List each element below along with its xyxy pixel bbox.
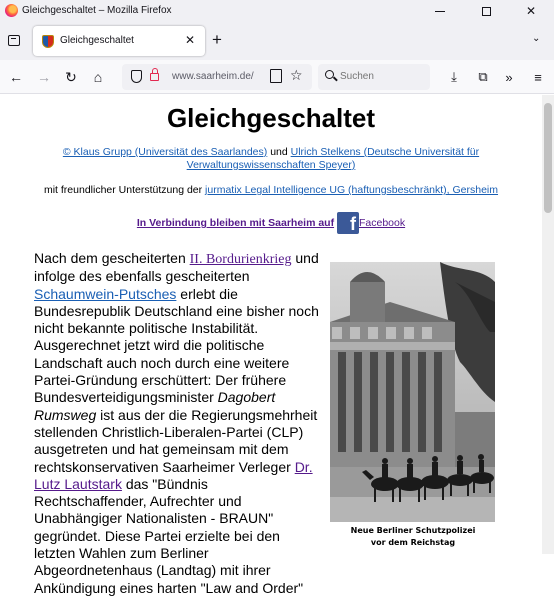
support-prefix: mit freundlicher Unterstützung der [43, 184, 206, 196]
search-icon [325, 70, 334, 79]
lautstark-link[interactable]: Dr. Lutz Lautstark [34, 458, 313, 492]
window-title: Gleichgeschaltet – Mozilla Firefox [22, 5, 172, 16]
chevron-down-icon[interactable]: ⌄ [532, 33, 541, 44]
schaumwein-putsch-link[interactable]: Schaumwein-Putsches [34, 285, 177, 302]
connect-text-link[interactable]: In Verbindung bleiben mit Saarheim auf [136, 216, 335, 229]
vertical-scrollbar[interactable] [542, 95, 554, 554]
authors-and: und [267, 146, 291, 158]
author-link-stelkens[interactable]: Ulrich Stelkens (Deutsche Universität für Verwaltungswissenschaften Speyer) [186, 146, 480, 171]
photo-caption [326, 525, 500, 549]
body-text-4: ist aus der die Regierungsmehrheit stellenden Christlich-Liberalen-Partei (CLP) ausgetreten und hat gemeinsam mit dem rechtskonservativen Saarheimer Verleger [34, 406, 318, 475]
bordurienkrieg-link[interactable]: II. Bordurienkrieg [189, 252, 292, 267]
tab-title: Gleichgeschaltet [60, 35, 134, 46]
article-body [34, 250, 324, 597]
reichstag-photo [330, 262, 495, 522]
new-tab-button[interactable]: + [212, 30, 222, 49]
navigation-toolbar [0, 60, 554, 94]
bookmark-star-icon[interactable]: ☆ [290, 67, 303, 83]
support-line [0, 184, 542, 196]
body-text-3: erlebt die Bundesrepublik Deutschland eine bisher noch nicht bekannte politische Instabilität. Ausgerechnet jetzt wird die politische Landschaft auch noch durch eine weitere Partei-Gründung erschüttert: Der frühere Bundesverteidigungsminister [34, 285, 319, 406]
firefox-logo-icon [5, 4, 18, 17]
forward-button[interactable]: → [37, 69, 51, 85]
list-all-tabs-button[interactable] [4, 30, 24, 50]
maximize-button[interactable] [463, 0, 509, 22]
search-bar[interactable] [318, 64, 430, 90]
maximize-icon [482, 7, 491, 16]
insecure-lock-icon[interactable] [150, 73, 159, 81]
scrollbar-thumb[interactable] [544, 103, 552, 213]
home-button[interactable]: ⌂ [93, 69, 103, 85]
rumsweg-name: Dagobert Rumsweg [34, 389, 276, 423]
tracking-protection-shield-icon[interactable] [131, 70, 142, 83]
app-menu-button[interactable]: ≡ [534, 69, 542, 85]
tab-strip [0, 22, 554, 60]
window-titlebar [0, 0, 554, 22]
facebook-connect [0, 212, 542, 234]
url-bar[interactable] [122, 64, 312, 90]
minimize-button[interactable] [417, 0, 463, 22]
authors-line [30, 146, 512, 172]
reichstag-photo-illustration [330, 262, 495, 522]
caption-line-2: vor dem Reichstag [370, 538, 456, 547]
close-window-button[interactable]: ✕ [525, 4, 537, 18]
minimize-icon [435, 11, 445, 12]
url-text[interactable]: www.saarheim.de/ [172, 71, 254, 82]
saarheim-favicon-icon [42, 35, 54, 48]
search-input[interactable] [340, 71, 424, 82]
tab-list-icon [8, 35, 20, 46]
author-link-grupp[interactable]: © Klaus Grupp (Universität des Saarlandes) [62, 146, 268, 158]
facebook-link[interactable]: Facebook [359, 216, 406, 229]
reader-view-icon[interactable] [270, 69, 282, 83]
close-tab-button[interactable]: ✕ [185, 33, 196, 47]
page-title: Gleichgeschaltet [166, 103, 376, 133]
extensions-button[interactable]: ⧉ [478, 69, 488, 84]
page-content [0, 95, 542, 596]
downloads-button[interactable]: ⤓ [451, 69, 457, 84]
back-button[interactable]: ← [9, 69, 23, 85]
caption-line-1: Neue Berliner Schutzpolizei [350, 526, 476, 535]
body-text-1: Nach dem gescheiterten [34, 250, 190, 266]
tab-gleichgeschaltet[interactable] [33, 26, 205, 56]
reload-button[interactable]: ↻ [65, 68, 77, 85]
body-text-2: und infolge des ebenfalls gescheiterten [34, 250, 319, 285]
more-tools-button[interactable]: » [505, 69, 513, 85]
jurmatix-link[interactable]: jurmatix Legal Intelligence UG (haftungsbeschränkt), Gersheim [205, 184, 499, 196]
facebook-icon[interactable]: f [337, 212, 359, 234]
body-text-5: das "Bündnis Rechtschaffender, Aufrechter und Unabhängiger Nationalisten - BRAUN" gegründet. Diese Partei erzielte bei den letzten Wahlen zum Berliner Abgeordnetenhaus (Landtag) mit ihrer Ankündigung eines harten "Law and Order" [34, 475, 304, 596]
